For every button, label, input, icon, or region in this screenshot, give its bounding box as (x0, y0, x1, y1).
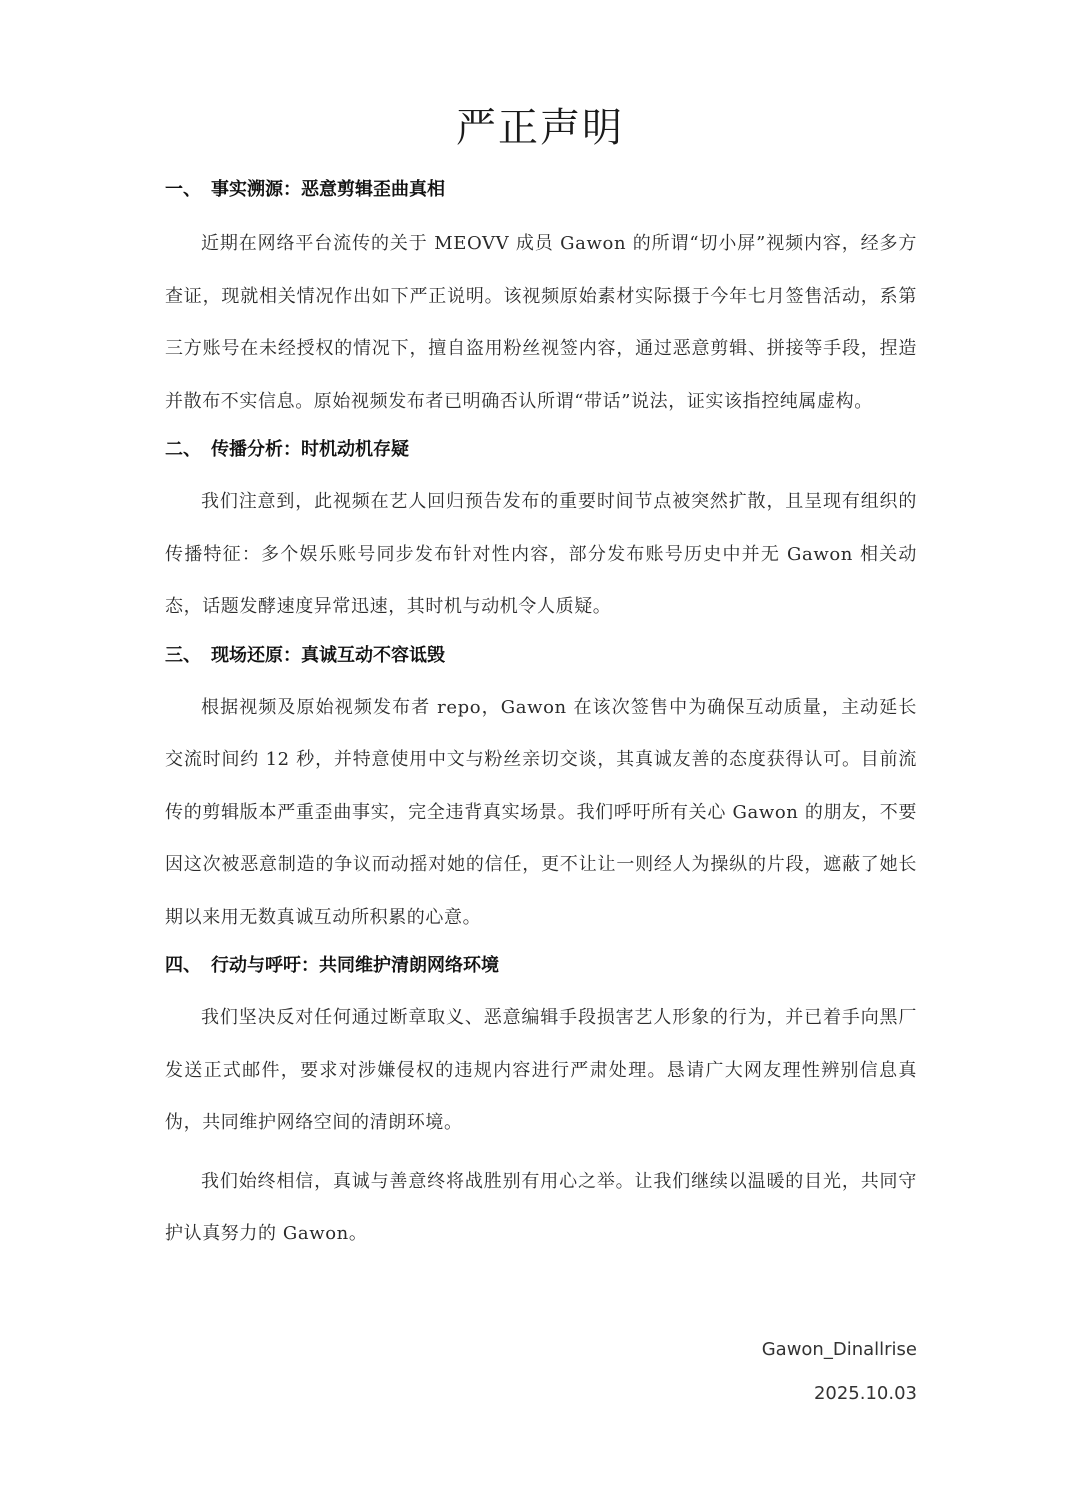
signature-block (762, 1328, 917, 1416)
section-heading (165, 946, 917, 986)
section-paragraph: 根据视频及原始视频发布者 repo，Gawon 在该次签售中为确保互动质量，主动延长交流时间约 12 秒，并特意使用中文与粉丝亲切交谈，其真诚友善的态度获得认可。目前流传的剪辑版本严重歪曲事实，完全违背真实场景。我们呼吁所有关心 Gawon 的朋友，不要因这次被恶意制造的争议而动摇对她的信任，更不让让一则经人为操纵的片段，遮蔽了她长期以来用无数真诚互动所积累的心意。 (165, 696, 917, 928)
section-paragraph: 近期在网络平台流传的关于 MEOVV 成员 Gawon 的所谓“切小屏”视频内容，经多方查证，现就相关情况作出如下严正说明。该视频原始素材实际摄于今年七月签售活动，系第三方账号在未经授权的情况下，擅自盗用粉丝视签内容，通过恶意剪辑、拼接等手段，捏造并散布不实信息。原始视频发布者已明确否认所谓“带话”说法，证实该指控纯属虚构。 (165, 233, 917, 412)
section-heading (165, 170, 917, 210)
section-number: 二、 (165, 439, 201, 460)
section-heading (165, 636, 917, 676)
section-heading-text: 事实溯源：恶意剪辑歪曲真相 (211, 179, 445, 200)
closing-paragraph: 我们始终相信，真诚与善意终将战胜别有用心之举。让我们继续以温暖的目光，共同守护认真努力的 Gawon。 (165, 1170, 917, 1244)
signature-date: 2025.10.03 (813, 1383, 917, 1404)
section-spread-analysis (165, 430, 917, 634)
section-heading-text: 传播分析：时机动机存疑 (211, 439, 409, 460)
section-scene-restoration (165, 636, 917, 945)
section-heading-text: 行动与呼吁：共同维护清朗网络环境 (211, 955, 499, 976)
section-heading-text: 现场还原：真诚互动不容诋毁 (211, 644, 445, 666)
section-number: 一、 (165, 179, 201, 200)
signature-name: Gawon_Dinallrise (761, 1339, 917, 1360)
section-heading (165, 430, 917, 470)
section-paragraph: 我们坚决反对任何通过断章取义、恶意编辑手段损害艺人形象的行为，并已着手向黑厂发送正式邮件，要求对涉嫌侵权的违规内容进行严肃处理。恳请广大网友理性辨别信息真伪，共同维护网络空间的清朗环境。 (165, 1007, 917, 1133)
section-number: 三、 (165, 644, 201, 666)
section-number: 四、 (165, 955, 201, 976)
section-action-appeal (165, 946, 917, 1261)
document-body (165, 170, 917, 1261)
section-paragraph: 我们注意到，此视频在艺人回归预告发布的重要时间节点被突然扩散，且呈现有组织的传播特征：多个娱乐账号同步发布针对性内容，部分发布账号历史中并无 Gawon 相关动态，话题发酵速度异常迅速，其时机与动机令人质疑。 (165, 491, 917, 617)
section-fact-tracing (165, 170, 917, 428)
document-title: 严正声明 (456, 105, 624, 151)
